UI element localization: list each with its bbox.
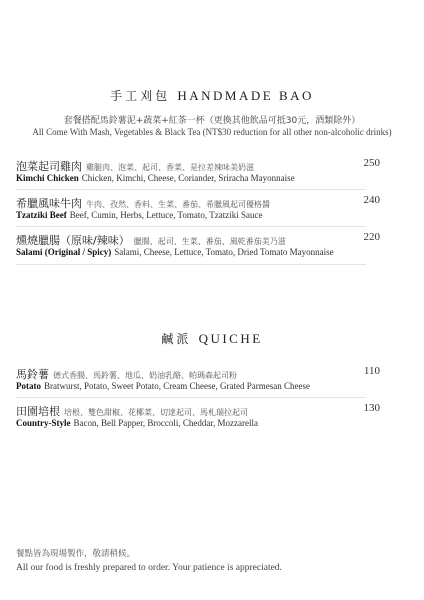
item-name-cn: 希臘風味牛肉: [16, 197, 82, 210]
item-divider: [16, 226, 366, 227]
bao-title-en: HANDMADE BAO: [177, 88, 314, 103]
bao-set-note-en: All Come With Mash, Vegetables & Black Tea (NT$30 reduction for all other non-alcoholic drinks): [32, 127, 392, 137]
item-price: 130: [363, 402, 380, 414]
quiche-item-country-style: [16, 402, 408, 428]
item-price: 110: [363, 365, 380, 377]
item-name-en: Kimchi Chicken: [16, 173, 79, 183]
item-name-cn: 燻燒臘腸（原味/辣味）: [16, 234, 130, 247]
item-name-cn: 馬鈴薯: [16, 368, 49, 381]
item-desc-cn: 培根、雙色甜椒、花椰菜、切達起司、馬札瑞拉起司: [64, 408, 248, 417]
item-price: 240: [363, 194, 380, 206]
item-desc-en: Bratwurst, Potato, Sweet Potato, Cream Cheese, Grated Parmesan Cheese: [44, 381, 310, 391]
item-desc-en: Salami, Cheese, Lettuce, Tomato, Dried Tomato Mayonnaise: [114, 247, 334, 257]
item-name-en: Tzatziki Beef: [16, 210, 67, 220]
item-name-en: Salami (Original / Spicy): [16, 247, 112, 257]
item-price: 220: [363, 231, 380, 243]
quiche-item-potato: [16, 365, 408, 391]
item-desc-en: Chicken, Kimchi, Cheese, Coriander, Sriracha Mayonnaise: [81, 173, 295, 183]
item-name-cn: 田園培根: [16, 405, 60, 418]
item-name-en: Country-Style: [16, 418, 71, 428]
item-desc-en: Bacon, Bell Papper, Broccoli, Cheddar, Mozzarella: [73, 418, 258, 428]
bao-title-cn: 手工刈包: [110, 89, 171, 103]
bao-item-kimchi-chicken: [16, 157, 408, 183]
item-divider: [16, 397, 366, 398]
footer-note-cn: 餐點皆為現場製作，敬請稍候。: [16, 549, 136, 559]
bao-set-note-cn: 套餐搭配馬鈴薯泥+蔬菜+紅茶一杯（更換其他飲品可抵30元，酒類除外）: [63, 116, 361, 126]
item-name-cn: 泡菜起司雞肉: [16, 160, 82, 173]
bao-item-salami: [16, 231, 408, 257]
quiche-title-cn: 鹹派: [161, 332, 192, 346]
item-divider: [16, 189, 366, 190]
quiche-section-title: [0, 330, 424, 347]
quiche-title-en: QUICHE: [198, 331, 263, 346]
item-desc-cn: 臘腸、起司、生菜、番茄、風乾番茄美乃滋: [133, 237, 286, 246]
item-desc-cn: 雞腿肉、泡菜、起司、香菜、是拉差辣味美奶滋: [86, 163, 254, 172]
bao-section-title: [0, 87, 424, 104]
item-desc-cn: 德式香腸、馬鈴薯、地瓜、奶油乳酪、帕瑪森起司粉: [53, 371, 237, 380]
footer-note-en: All our food is freshly prepared to order. Your patience is appreciated.: [16, 563, 282, 573]
item-desc-en: Beef, Cumin, Herbs, Lettuce, Tomato, Tzatziki Sauce: [69, 210, 263, 220]
bao-item-tzatziki-beef: [16, 194, 408, 220]
item-desc-cn: 牛肉、孜然、香料、生菜、番茄、希臘風起司優格醬: [86, 200, 270, 209]
footer-note: [16, 547, 408, 573]
item-name-en: Potato: [16, 381, 41, 391]
item-divider: [16, 264, 366, 265]
item-price: 250: [363, 157, 380, 169]
